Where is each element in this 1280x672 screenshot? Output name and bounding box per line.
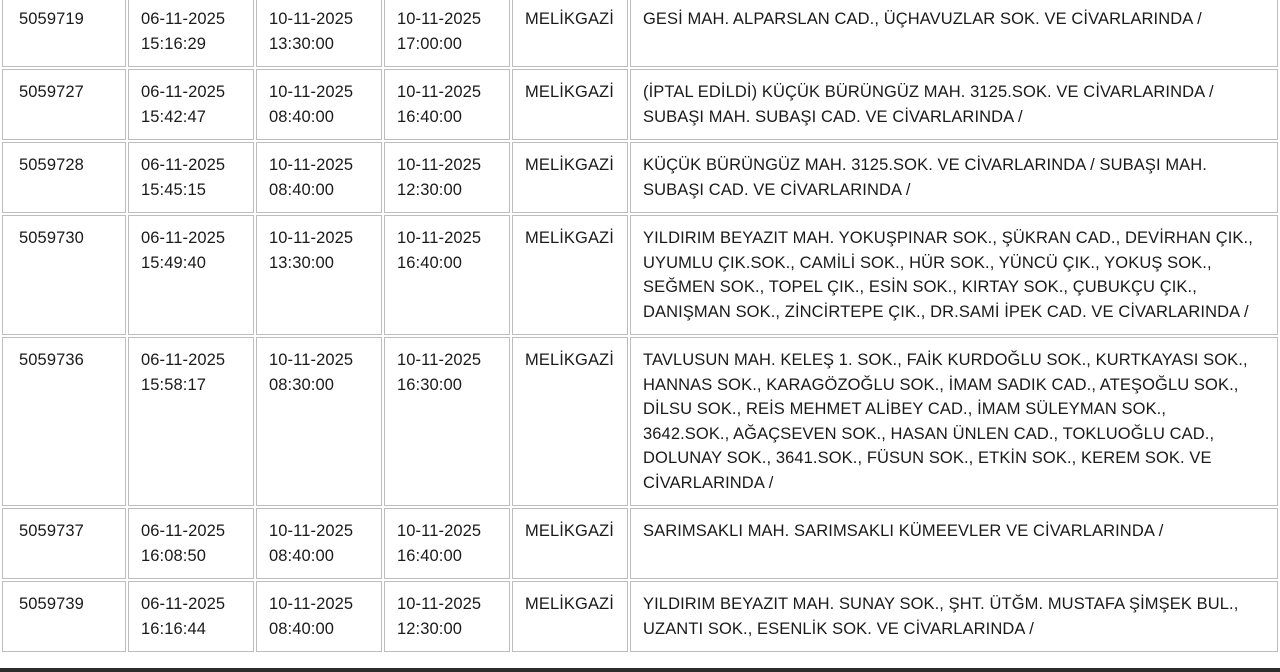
address-cell [630,508,1278,579]
created-cell [128,69,254,140]
end-date: 10-11-2025 [397,522,482,540]
created-time: 16:16:44 [141,619,207,638]
end-date: 10-11-2025 [397,229,482,247]
start-date: 10-11-2025 [269,156,354,174]
created-cell [128,142,254,213]
created-cell [128,0,254,67]
end-cell [384,508,510,579]
created-cell [128,581,254,652]
end-date: 10-11-2025 [397,351,482,369]
district: MELİKGAZİ [525,156,614,174]
created-time: 15:16:29 [141,34,207,53]
outage-id-cell [2,337,126,506]
outage-id: 5059736 [19,351,84,369]
outage-id-cell [2,508,126,579]
address-cell [630,69,1278,140]
address-cell [630,142,1278,213]
start-time: 08:40:00 [269,180,335,199]
end-time: 16:40:00 [397,546,463,565]
address-cell [630,0,1278,67]
start-cell [256,215,382,335]
address-cell [630,215,1278,335]
address: TAVLUSUN MAH. KELEŞ 1. SOK., FAİK KURDOĞLU SOK., KURTKAYASI SOK., HANNAS SOK., KARAGÖZOĞLU SOK., İMAM SADIK CAD., ATEŞOĞLU SOK., DİLSU SOK., REİS MEHMET ALİBEY CAD., İMAM SÜLEYMAN SOK., 3642.SOK., AĞAÇSEVEN SOK., HASAN ÜNLEN CAD., TOKLUOĞLU CAD., DOLUNAY SOK., 3641.SOK., FÜSUN SOK., ETKİN SOK., KEREM SOK. VE CİVARLARINDA / [643,351,1248,492]
end-time: 12:30:00 [397,180,463,199]
start-cell [256,69,382,140]
outage-id-cell [2,581,126,652]
start-date: 10-11-2025 [269,595,354,613]
district: MELİKGAZİ [525,10,614,28]
start-time: 08:40:00 [269,619,335,638]
address: (İPTAL EDİLDİ) KÜÇÜK BÜRÜNGÜZ MAH. 3125.SOK. VE CİVARLARINDA / SUBAŞI MAH. SUBAŞI CAD. VE CİVARLARINDA / [643,83,1214,126]
end-cell [384,69,510,140]
start-cell [256,0,382,67]
outage-id: 5059737 [19,522,84,540]
table-row [2,508,1278,579]
start-time: 13:30:00 [269,253,335,272]
outage-id-cell [2,142,126,213]
start-date: 10-11-2025 [269,229,354,247]
outage-id: 5059719 [19,10,84,28]
start-time: 08:40:00 [269,107,335,126]
address: YILDIRIM BEYAZIT MAH. SUNAY SOK., ŞHT. ÜTĞM. MUSTAFA ŞİMŞEK BUL., UZANTI SOK., ESENLİK SOK. VE CİVARLARINDA / [643,595,1239,638]
created-cell [128,508,254,579]
district: MELİKGAZİ [525,83,614,101]
table-row [2,142,1278,213]
outage-id-cell [2,69,126,140]
address: KÜÇÜK BÜRÜNGÜZ MAH. 3125.SOK. VE CİVARLARINDA / SUBAŞI MAH. SUBAŞI CAD. VE CİVARLARINDA / [643,156,1207,199]
district-cell [512,142,628,213]
outage-table-body [2,0,1278,652]
created-date: 06-11-2025 [141,156,226,174]
start-date: 10-11-2025 [269,522,354,540]
district: MELİKGAZİ [525,595,614,613]
district: MELİKGAZİ [525,351,614,369]
start-cell [256,508,382,579]
address: SARIMSAKLI MAH. SARIMSAKLI KÜMEEVLER VE CİVARLARINDA / [643,522,1164,540]
table-row [2,0,1278,67]
start-date: 10-11-2025 [269,351,354,369]
district-cell [512,69,628,140]
outage-id-cell [2,0,126,67]
created-time: 15:49:40 [141,253,207,272]
outage-id: 5059739 [19,595,84,613]
bottom-edge-divider [0,668,1280,672]
start-time: 13:30:00 [269,34,335,53]
end-date: 10-11-2025 [397,595,482,613]
table-row [2,215,1278,335]
address-cell [630,581,1278,652]
district: MELİKGAZİ [525,229,614,247]
end-cell [384,0,510,67]
address-cell [630,337,1278,506]
start-date: 10-11-2025 [269,10,354,28]
district-cell [512,0,628,67]
table-row [2,69,1278,140]
end-time: 16:30:00 [397,375,463,394]
district-cell [512,215,628,335]
outage-id-cell [2,215,126,335]
start-cell [256,337,382,506]
start-cell [256,581,382,652]
table-row [2,581,1278,652]
created-time: 16:08:50 [141,546,207,565]
district: MELİKGAZİ [525,522,614,540]
created-cell [128,337,254,506]
end-time: 17:00:00 [397,34,463,53]
district-cell [512,508,628,579]
end-cell [384,337,510,506]
start-time: 08:30:00 [269,375,335,394]
end-time: 16:40:00 [397,253,463,272]
district-cell [512,581,628,652]
created-date: 06-11-2025 [141,229,226,247]
created-date: 06-11-2025 [141,595,226,613]
table-row [2,337,1278,506]
outage-id: 5059727 [19,83,84,101]
end-cell [384,142,510,213]
created-time: 15:45:15 [141,180,207,199]
created-date: 06-11-2025 [141,522,226,540]
start-date: 10-11-2025 [269,83,354,101]
created-time: 15:58:17 [141,375,207,394]
end-time: 16:40:00 [397,107,463,126]
district-cell [512,337,628,506]
end-time: 12:30:00 [397,619,463,638]
outage-id: 5059730 [19,229,84,247]
created-date: 06-11-2025 [141,10,226,28]
outage-id: 5059728 [19,156,84,174]
start-cell [256,142,382,213]
created-date: 06-11-2025 [141,351,226,369]
created-cell [128,215,254,335]
end-date: 10-11-2025 [397,83,482,101]
created-time: 15:42:47 [141,107,207,126]
created-date: 06-11-2025 [141,83,226,101]
end-date: 10-11-2025 [397,156,482,174]
address: YILDIRIM BEYAZIT MAH. YOKUŞPINAR SOK., ŞÜKRAN CAD., DEVİRHAN ÇIK., UYUMLU ÇIK.SOK., CAMİLİ SOK., HÜR SOK., YÜNCÜ ÇIK., YOKUŞ SOK., SEĞMEN SOK., TOPEL ÇIK., ESİN SOK., KIRTAY SOK., ÇUBUKÇU ÇIK., DANIŞMAN SOK., ZİNCİRTEPE ÇIK., DR.SAMİ İPEK CAD. VE CİVARLARINDA / [643,229,1253,321]
end-cell [384,215,510,335]
start-time: 08:40:00 [269,546,335,565]
end-date: 10-11-2025 [397,10,482,28]
end-cell [384,581,510,652]
address: GESİ MAH. ALPARSLAN CAD., ÜÇHAVUZLAR SOK. VE CİVARLARINDA / [643,10,1202,28]
